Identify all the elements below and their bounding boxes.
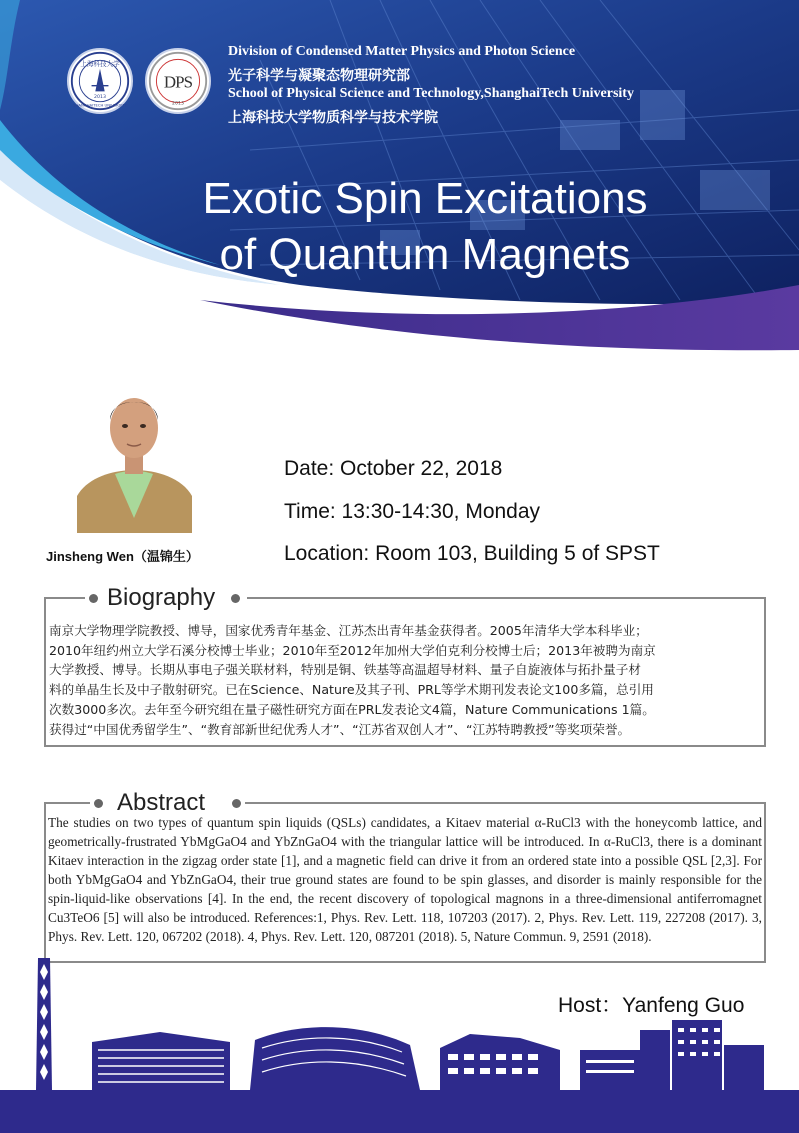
event-date: Date: October 22, 2018 <box>284 457 503 480</box>
footer-band <box>0 1090 799 1133</box>
event-time: Time: 13:30-14:30, Monday <box>284 500 541 523</box>
tv-tower <box>36 958 52 1090</box>
biography-heading: Biography <box>107 584 216 611</box>
building-library <box>92 1032 230 1090</box>
abstract-dot-left <box>94 799 103 808</box>
dps-logo <box>145 48 211 114</box>
abstract-text: The studies on two types of quantum spin liquids (QSLs) candidates, a Kitaev material α-RuCl3 with the honeycomb lattice, and geometrically-frustrated YbMgGaO4 and YbZnGaO4 with the triangular lattice will be introduced. In α-RuCl3, there is a dominant Kitaev interaction in the zigzag order state [1], and a magnetic field can drive it from an ordered state into a possible QSL [2,3]. For both YbMgGaO4 and YbZnGaO4, their true ground states are found to be spin glasses, and disorder is mainly responsible for the spin-liquid-like observations [4]. In the end, the recent discovery of topological magnons in a three-dimensional antiferromagnet Cu3TeO6 [5] will also be introduced. References:1, Phys. Rev. Lett. 118, 107203 (2017). 2, Phys. Rev. Lett. 119, 227208 (2017). 3, Phys. Rev. Lett. 120, 067202 (2018). 4, Phys. Rev. Lett. 120, 087201 (2018). 5, Nature Commun. 9, 2591 (2018). <box>48 815 762 944</box>
dept-line-3: School of Physical Science and Technology,ShanghaiTech University <box>228 86 634 101</box>
biography-text <box>49 621 765 739</box>
talk-title-line-1: Exotic Spin Excitations <box>202 174 648 223</box>
dps-logo-year: 2013 <box>172 101 184 107</box>
university-logo <box>67 48 133 114</box>
biography-line: 2010年纽约州立大学石溪分校博士毕业；2010年至2012年加州大学伯克利分校博士后；2013年被聘为南京 <box>49 642 656 658</box>
university-logo-top-text: 上海科技大学 <box>80 59 120 68</box>
biography-header <box>85 586 247 612</box>
talk-title-line-2: of Quantum Magnets <box>219 230 631 279</box>
dept-line-2: 光子科学与凝聚态物理研究部 <box>228 68 410 84</box>
building-arena <box>250 1027 420 1090</box>
dept-line-4: 上海科技大学物质科学与技术学院 <box>228 110 438 126</box>
host-name: Host：Yanfeng Guo <box>558 994 745 1017</box>
biography-line: 获得过“中国优秀留学生”、“教育部新世纪优秀人才”、“江苏省双创人才”、“江苏特聘教授”等奖项荣誉。 <box>49 721 631 737</box>
building-lab <box>440 1034 560 1090</box>
biography-line: 料的单晶生长及中子散射研究。已在Science、Nature及其子刊、PRL等学术期刊发表论文100多篇，总引用 <box>49 682 654 698</box>
university-logo-year: 2013 <box>94 94 106 100</box>
biography-line: 次数3000多次。去年至今研究组在量子磁性研究方面在PRL发表论文4篇，Nature Communications 1篇。 <box>49 701 655 717</box>
biography-line: 南京大学物理学院教授、博导，国家优秀青年基金、江苏杰出青年基金获得者。2005年清华大学本科毕业； <box>49 623 648 638</box>
event-location: Location: Room 103, Building 5 of SPST <box>284 542 660 565</box>
abstract-heading: Abstract <box>117 789 206 816</box>
speaker-photo <box>77 378 192 533</box>
building-tower-block <box>580 1020 764 1090</box>
dept-line-1: Division of Condensed Matter Physics and Photon Science <box>228 44 576 59</box>
biography-dot-left <box>89 594 98 603</box>
university-logo-ring-text: SHANGHAITECH UNIVERSITY <box>73 103 127 108</box>
abstract-dot-right <box>232 799 241 808</box>
campus-skyline <box>0 950 799 1133</box>
header-banner <box>0 0 799 360</box>
biography-line: 大学教授、博导。长期从事电子强关联材料，特别是铜、铁基等高温超导材料、量子自旋液体与拓扑量子材 <box>49 662 641 678</box>
dps-logo-letters: DPS <box>163 72 193 92</box>
biography-dot-right <box>231 594 240 603</box>
speaker-name: Jinsheng Wen（温锦生） <box>46 549 199 564</box>
